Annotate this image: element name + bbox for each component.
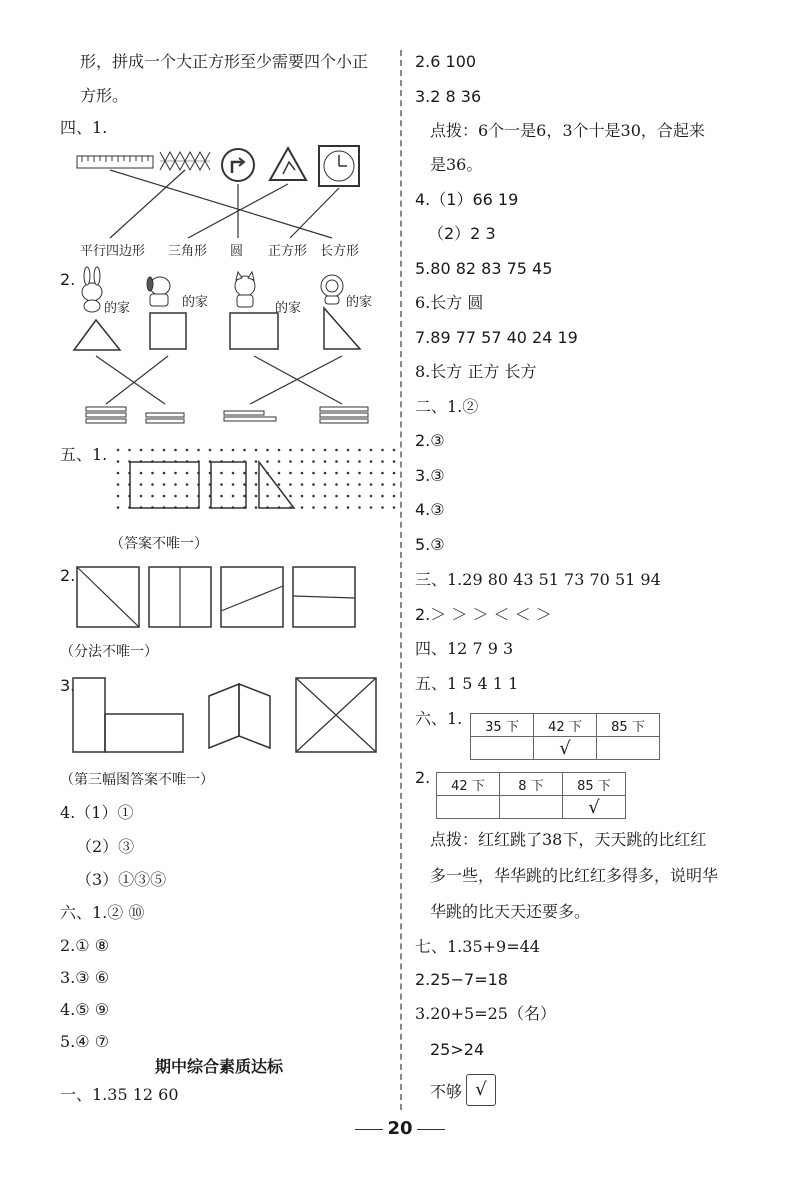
tip2-line2: 多一些，华华跳的比红红多得多，说明华 bbox=[430, 866, 719, 885]
midterm-answer-1: 一、1.35 12 60 bbox=[60, 1085, 179, 1104]
page-number-footer bbox=[0, 1118, 800, 1139]
r-answer-7: 7.89 77 57 40 24 19 bbox=[415, 328, 578, 347]
tip2-line3: 华跳的比天天还要多。 bbox=[430, 902, 591, 921]
r-section2-1: 二、1.② bbox=[415, 397, 479, 416]
r-answer-4-2: （2）2 3 bbox=[428, 224, 496, 243]
block-stacks bbox=[86, 407, 368, 423]
r-answer-5: 5.80 82 83 75 45 bbox=[415, 259, 553, 278]
section4-q2-label: 2. bbox=[60, 270, 76, 289]
table2-header-1: 42 下 bbox=[437, 773, 500, 796]
r-answer-8: 8.长方 正方 长方 bbox=[415, 362, 537, 381]
table1-header-1: 35 下 bbox=[471, 714, 534, 737]
round-traffic-sign-icon bbox=[222, 149, 254, 181]
shape-matching-figure bbox=[70, 140, 390, 250]
section5-q1-note: （答案不唯一） bbox=[110, 536, 208, 552]
intro-line-1: 形，拼成一个大正方形至少需要四个小正 bbox=[80, 52, 369, 71]
sheep-icon bbox=[321, 275, 343, 304]
r-section7-3-compare: 25>24 bbox=[430, 1040, 485, 1059]
section5-q2-note: （分法不唯一） bbox=[60, 644, 158, 660]
answer-6-3: 3.③ ⑥ bbox=[60, 968, 110, 987]
r-section6-1-label: 六、1. bbox=[415, 709, 463, 728]
table1-header-3: 85 下 bbox=[597, 714, 660, 737]
folded-shapes-figure bbox=[72, 676, 382, 756]
r-section6-2-label: 2. bbox=[415, 768, 431, 787]
column-divider bbox=[400, 50, 402, 1110]
animal-home-figure bbox=[70, 270, 390, 430]
r-section2-3: 3.③ bbox=[415, 466, 445, 485]
table2-header-3: 85 下 bbox=[563, 773, 626, 796]
triangle-warning-sign-icon bbox=[270, 148, 306, 180]
jump-table-1 bbox=[470, 713, 660, 760]
label-parallelogram: 平行四边形 bbox=[80, 244, 146, 259]
square-shape bbox=[150, 313, 186, 349]
check-box: √ bbox=[466, 1074, 496, 1106]
label-rectangle: 长方形 bbox=[320, 244, 360, 259]
answer-6-5: 5.④ ⑦ bbox=[60, 1032, 110, 1051]
lattice-gate-icon bbox=[160, 152, 210, 170]
section4-q1-label: 四、1. bbox=[60, 118, 108, 137]
table1-check: √ bbox=[534, 737, 597, 760]
r-answer-6: 6.长方 圆 bbox=[415, 293, 484, 312]
table2-check: √ bbox=[563, 796, 626, 819]
answer-6-4: 4.⑤ ⑨ bbox=[60, 1000, 110, 1019]
section5-q1-label: 五、1. bbox=[60, 445, 108, 464]
right-triangle-shape bbox=[324, 308, 360, 349]
r-section4: 四、12 7 9 3 bbox=[415, 639, 514, 658]
label-square: 正方形 bbox=[268, 244, 308, 259]
home-label-cat: 的家 bbox=[275, 301, 302, 316]
r-answer-2: 2.6 100 bbox=[415, 52, 477, 71]
r-section7-1: 七、1.35+9=44 bbox=[415, 937, 540, 956]
section5-q3-label: 3. bbox=[60, 676, 76, 695]
r-section7-3: 3.20+5=25（名） bbox=[415, 1004, 556, 1023]
r-section3-1: 三、1.29 80 43 51 73 70 51 94 bbox=[415, 570, 661, 589]
intro-line-2: 方形。 bbox=[80, 86, 129, 105]
answer-6-2: 2.① ⑧ bbox=[60, 936, 110, 955]
r-section2-4: 4.③ bbox=[415, 500, 445, 519]
ruler-icon bbox=[77, 156, 153, 168]
triangle-shape bbox=[74, 320, 120, 350]
r-section2-5: 5.③ bbox=[415, 535, 445, 554]
r-answer-3: 3.2 8 36 bbox=[415, 87, 482, 106]
answer-4-2: （2）③ bbox=[76, 837, 135, 856]
home-label-rabbit: 的家 bbox=[104, 301, 131, 316]
label-triangle: 三角形 bbox=[168, 244, 208, 259]
r-section2-2: 2.③ bbox=[415, 431, 445, 450]
r-section5: 五、1 5 4 1 1 bbox=[415, 674, 519, 693]
square-clock-icon bbox=[319, 146, 359, 186]
rectangle-shape bbox=[230, 313, 278, 349]
home-matching-lines bbox=[96, 356, 342, 404]
jump-table-2 bbox=[436, 772, 626, 819]
page-number: 20 bbox=[387, 1118, 413, 1139]
r-section7-2: 2.25−7=18 bbox=[415, 970, 508, 989]
answer-4-1: 4.（1）① bbox=[60, 803, 134, 822]
r-section7-3-answer: 不够 bbox=[430, 1082, 463, 1101]
section5-q3-note: （第三幅图答案不唯一） bbox=[60, 772, 214, 788]
tip1-line1: 点拨：6个一是6，3个十是30，合起来 bbox=[430, 121, 705, 140]
tip1-line2: 是36。 bbox=[430, 155, 483, 174]
r-answer-4-1: 4.（1）66 19 bbox=[415, 190, 519, 209]
rabbit-icon bbox=[82, 267, 102, 312]
answer-6-1: 六、1.② ⑩ bbox=[60, 903, 145, 922]
home-label-dog: 的家 bbox=[182, 295, 209, 310]
cat-icon bbox=[235, 272, 255, 307]
home-label-sheep: 的家 bbox=[346, 295, 373, 310]
r-section3-2: 2.＞ ＞ ＞ ＜ ＜ ＞ bbox=[415, 605, 552, 624]
table2-header-2: 8 下 bbox=[500, 773, 563, 796]
tip2-line1: 点拨：红红跳了38下，天天跳的比红红 bbox=[430, 830, 707, 849]
midterm-title: 期中综合素质达标 bbox=[155, 1057, 284, 1076]
dot-grid-figure bbox=[116, 448, 396, 516]
table1-header-2: 42 下 bbox=[534, 714, 597, 737]
dog-icon bbox=[147, 277, 170, 306]
square-division-figure bbox=[76, 566, 356, 630]
label-circle: 圆 bbox=[230, 244, 244, 259]
section5-q2-label: 2. bbox=[60, 566, 76, 585]
answer-4-3: （3）①③⑤ bbox=[76, 870, 167, 889]
